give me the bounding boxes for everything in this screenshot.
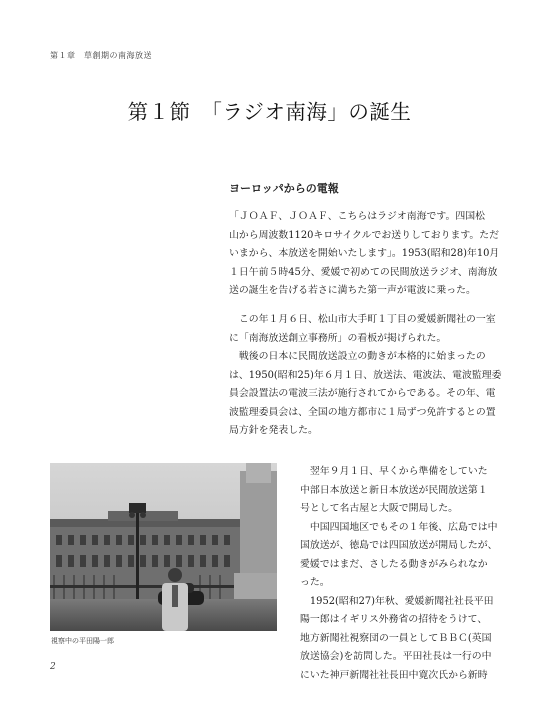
text-line: は、1950(昭和25)年６月１日、放送法、電波法、電波監理委 [229, 369, 502, 381]
text-line: 放送協会)を訪問した。平田社長は一行の中 [300, 651, 492, 662]
running-head: 第１章 草創期の南海放送 [50, 51, 152, 60]
paragraph-1 [229, 208, 500, 301]
text-line: った。 [300, 577, 330, 588]
text-line: 山から周波数1120キロサイクルでお送りしております。ただ [229, 229, 500, 241]
text-line: 中国四国地区でもその１年後、広島では中 [300, 521, 498, 533]
text-line: 局方針を発表した。 [229, 425, 318, 436]
text-line: 国放送が、徳島では四国放送が開局したが、 [300, 540, 498, 551]
text-line: １日午前５時45分、愛媛で初めての民間放送ラジオ、南海放 [229, 266, 498, 278]
text-line: 地方新聞社視察団の一員としてＢＢＣ(英国 [300, 632, 492, 644]
photo-caption: 視察中の平田陽一郎 [51, 637, 114, 645]
subheading: ヨーロッパからの電報 [229, 182, 339, 195]
paragraph-2 [229, 311, 502, 441]
paragraph-3 [300, 463, 498, 685]
text-line: いまから、本放送を開始いたします」。1953(昭和28)年10月 [229, 248, 500, 259]
text-line: 波監理委員会は、全国の地方都市に１局ずつ免許するとの置 [229, 406, 496, 418]
section-title: 第１節 「ラジオ南海」の誕生 [127, 100, 412, 124]
text-line: 戦後の日本に民間放送設立の動きが本格的に始まったの [229, 351, 486, 362]
text-line: 1952(昭和27)年秋、愛媛新聞社社長平田 [300, 595, 494, 607]
text-line: にいた神戸新聞社社長田中寛次氏から新時 [300, 669, 488, 681]
text-line: 員会設置法の電波三法が施行されてからである。その年、電 [229, 388, 496, 399]
text-line: この年１月６日、松山市大手町１丁目の愛媛新聞社の一室 [229, 314, 496, 325]
text-line: 陽一郎はイギリス外務省の招待をうけて、 [300, 614, 488, 625]
photo-illustration [50, 463, 277, 631]
photo-hirata-inspection [50, 463, 277, 631]
text-line: 愛媛ではまだ、さしたる動きがみられなか [300, 558, 488, 570]
text-line: 翌年９月１日、早くから準備をしていた [300, 466, 488, 477]
page-number: 2 [50, 662, 56, 672]
text-line: 送の誕生を告げる若さに満ちた第一声が電波に乗った。 [229, 285, 476, 296]
text-line: に「南海放送創立事務所」の看板が掲げられた。 [229, 332, 447, 344]
text-line: 中部日本放送と新日本放送が民間放送第１ [300, 484, 488, 496]
text-line: 「ＪＯＡＦ、ＪＯＡＦ、こちらはラジオ南海です。四国松 [229, 211, 485, 222]
text-line: 号として名古屋と大阪で開局した。 [300, 503, 459, 514]
